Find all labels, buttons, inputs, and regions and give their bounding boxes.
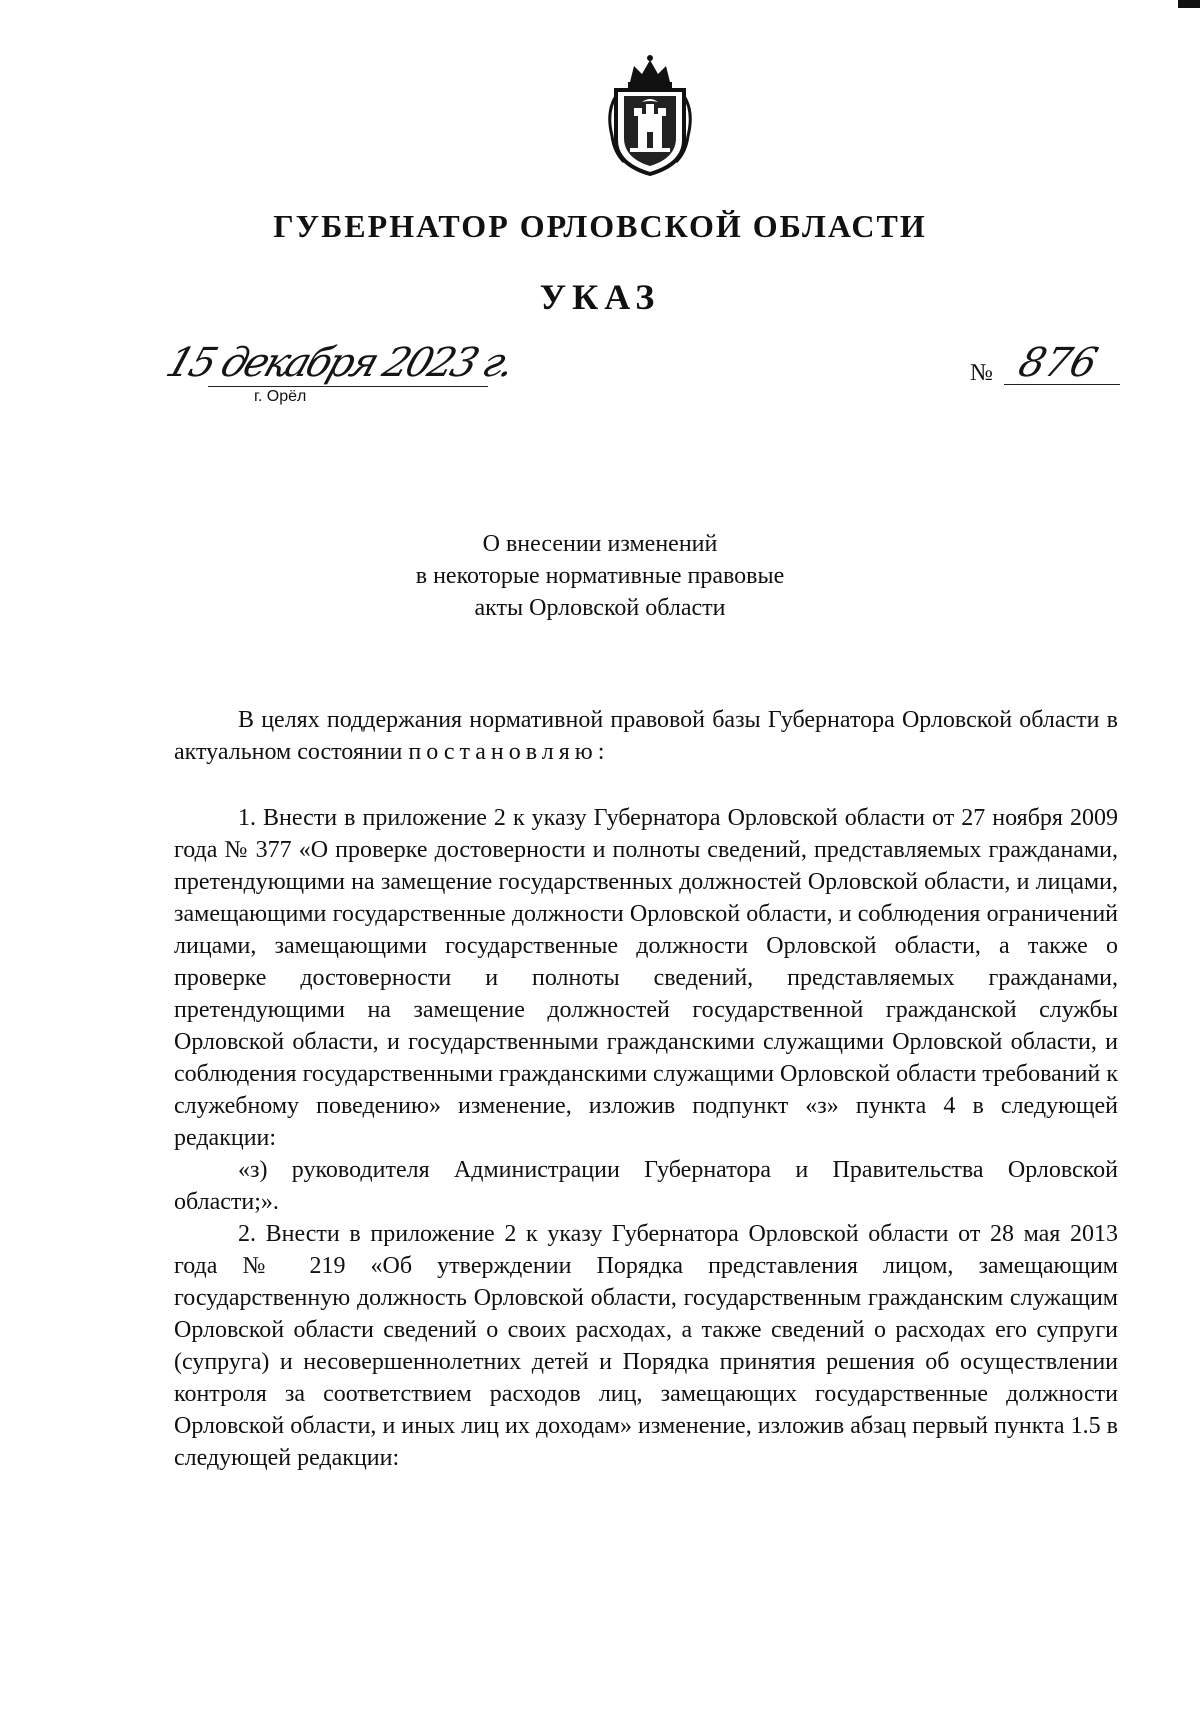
date-block — [160, 340, 519, 410]
item-1-paragraph: 1. Внести в приложение 2 к указу Губернатора Орловской области от 27 ноября 2009 года № 377 «О проверке достоверности и полноты сведений, представляемых гражданами, претендующими на замещение государственных должностей Орловской области, и лицами, замещающими государственные должности Орловской области, и соблюдения ограничений лицами, замещающими государственные должности Орловской области, а также о проверке достоверности и полноты сведений, представляемых гражданами, претендующими на замещение должностей государственной гражданской службы Орловской области, и государственными гражданскими служащими Орловской области, и соблюдения государственными гражданскими служащими Орловской области требований к служебному поведению» изменение, изложив подпункт «з» пункта 4 в следующей редакции: — [174, 805, 1118, 1151]
item-2-paragraph: 2. Внести в приложение 2 к указу Губернатора Орловской области от 28 мая 2013 года № 219 «Об утверждении Порядка представления лицом, замещающим государственную должность Орловской области, государственным гражданским служащим Орловской области сведений о своих расходах, а также сведений о расходах его супруги (супруга) и несовершеннолетних детей и Порядка принятия решения об осуществлении контроля за соответствием расходов лиц, замещающих государственные должности Орловской области, и иных лиц их доходам» изменение, изложив абзац первый пункта 1.5 в следующей редакции: — [174, 1221, 1118, 1471]
date-underline — [208, 386, 488, 387]
preamble-paragraph — [174, 704, 1118, 768]
preamble-text: В целях поддержания нормативной правовой базы Губернатора Орловской области в актуальном состоянии — [174, 707, 1118, 765]
number-sign: № — [970, 360, 993, 386]
number-block — [970, 340, 1130, 390]
document-body — [174, 704, 1118, 1474]
issuing-authority: ГУБЕРНАТОР ОРЛОВСКОЙ ОБЛАСТИ — [273, 208, 927, 244]
subject-line: акты Орловской области — [474, 595, 726, 621]
document-subject — [0, 528, 1200, 624]
subject-line: в некоторые нормативные правовые — [415, 563, 785, 589]
item-1-quote-paragraph: «з) руководителя Администрации Губернатора и Правительства Орловской области;». — [174, 1157, 1118, 1215]
resolve-word: постановляю: — [408, 739, 610, 765]
handwritten-date: 15 декабря 2023 г. — [160, 340, 519, 386]
city-label: г. Орёл — [254, 388, 307, 405]
document-type: УКАЗ — [539, 277, 661, 317]
scan-corner-mark — [1178, 0, 1200, 8]
coat-of-arms-emblem — [604, 52, 696, 178]
subject-line: О внесении изменений — [482, 531, 718, 557]
handwritten-number: 876 — [1013, 340, 1103, 386]
number-underline — [1004, 384, 1120, 385]
